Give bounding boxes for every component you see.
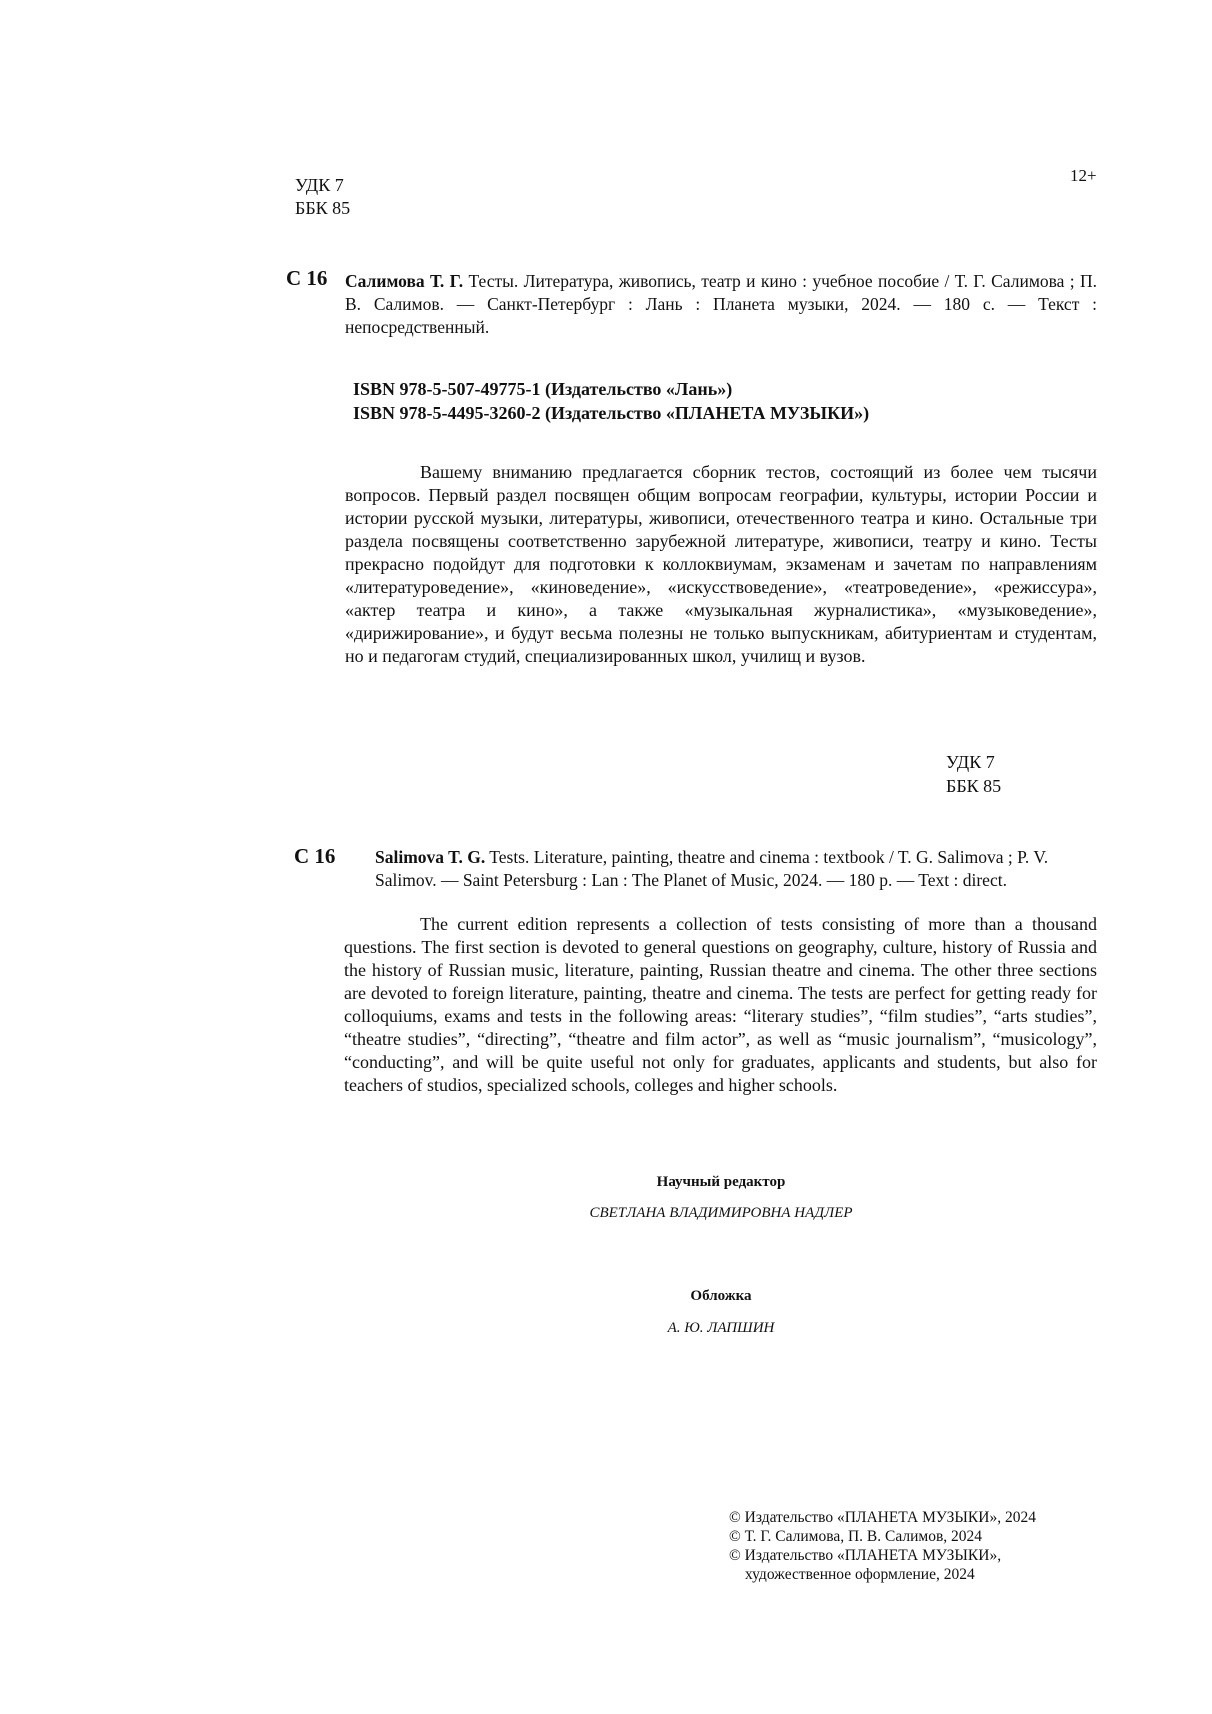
bibliographic-details-en: Tests. Literature, painting, theatre and cinema : textbook / T. G. Salimova ; P. V. Salimov. — Saint Petersburg : Lan : The Planet of Music, 2024. — 180 p. — Text : direct. xyxy=(375,847,1049,890)
annotation-ru: Вашему вниманию предлагается сборник тестов, состоящий из более чем тысячи вопросов. Первый раздел посвящен общим вопросам географии, культуры, истории России и истории русской музыки, литературы, живописи, отечественного театра и кино. Остальные три раздела посвящены соответственно зарубежной литературе, живописи, театру и кино. Тесты прекрасно подойдут для подготовки к коллоквиумам, экзаменам и зачетам по направлениям «литературоведение», «киноведение», «искусствоведение», «театроведение», «режиссура», «актер театра и кино», а также «музыкальная журналистика», «музыковедение», «дирижирование», и будут весьма полезны не только выпускникам, абитуриентам и студентам, но и педагогам студий, специализированных школ, училищ и вузов. xyxy=(345,462,1097,666)
copyright-line: художественное оформление, 2024 xyxy=(745,1566,975,1583)
udk-bbk-block-en xyxy=(946,750,1001,798)
annotation-en: The current edition represents a collection of tests consisting of more than a thousand questions. The first section is devoted to general questions on geography, culture, history of Russia and the history of Russian music, literature, painting, Russian theatre and cinema. The other three sections are devoted to foreign literature, painting, theatre and cinema. The tests are perfect for getting ready for colloquiums, exams and tests in the following areas: “literary studies”, “film studies”, “arts studies”, “theatre studies”, “directing”, “theatre and film actor”, as well as “music journalism”, “musicology”, “conducting”, and will be quite useful not only for graduates, applicants and students, but also for teachers of studios, specialized schools, colleges and higher schools. xyxy=(344,914,1097,1095)
copyright-block xyxy=(729,1508,1036,1584)
isbn-lan: ISBN 978-5-507-49775-1 (Издательство «Лань») xyxy=(353,379,733,399)
copyright-line: © Т. Г. Салимова, П. В. Салимов, 2024 xyxy=(729,1528,983,1545)
udk-code: УДК 7 xyxy=(295,175,344,195)
isbn-block xyxy=(353,377,869,425)
author-name-ru: Салимова Т. Г. xyxy=(345,271,464,291)
udk-bbk-block xyxy=(295,174,350,220)
bbk-code-en: ББК 85 xyxy=(946,776,1002,796)
copyright-line: © Издательство «ПЛАНЕТА МУЗЫКИ», xyxy=(729,1547,1002,1564)
author-mark-ru: С 16 xyxy=(286,266,328,290)
bibliographic-details-ru: Тесты. Литература, живопись, театр и кино : учебное пособие / Т. Г. Салимова ; П. В. Салимов. — Санкт-Петербург : Лань : Планета музыки, 2024. — 180 с. — Текст : непосредственный. xyxy=(345,271,1097,337)
bibliographic-record-en xyxy=(375,846,1097,892)
scientific-editor-title: Научный редактор xyxy=(656,1174,786,1190)
author-mark-en: С 16 xyxy=(294,844,336,868)
copyright-line: © Издательство «ПЛАНЕТА МУЗЫКИ», 2024 xyxy=(729,1509,1036,1526)
age-rating: 12+ xyxy=(1070,166,1097,185)
bbk-code: ББК 85 xyxy=(295,198,351,218)
author-name-en: Salimova T. G. xyxy=(375,847,486,867)
isbn-planeta: ISBN 978-5-4495-3260-2 (Издательство «ПЛАНЕТА МУЗЫКИ») xyxy=(353,403,870,423)
cover-designer-name: А. Ю. ЛАПШИН xyxy=(667,1320,775,1336)
scientific-editor-name: СВЕТЛАНА ВЛАДИМИРОВНА НАДЛЕР xyxy=(589,1205,853,1221)
udk-code-en: УДК 7 xyxy=(946,752,995,772)
cover-designer-title: Обложка xyxy=(690,1288,752,1304)
bibliographic-record-ru xyxy=(345,270,1097,339)
